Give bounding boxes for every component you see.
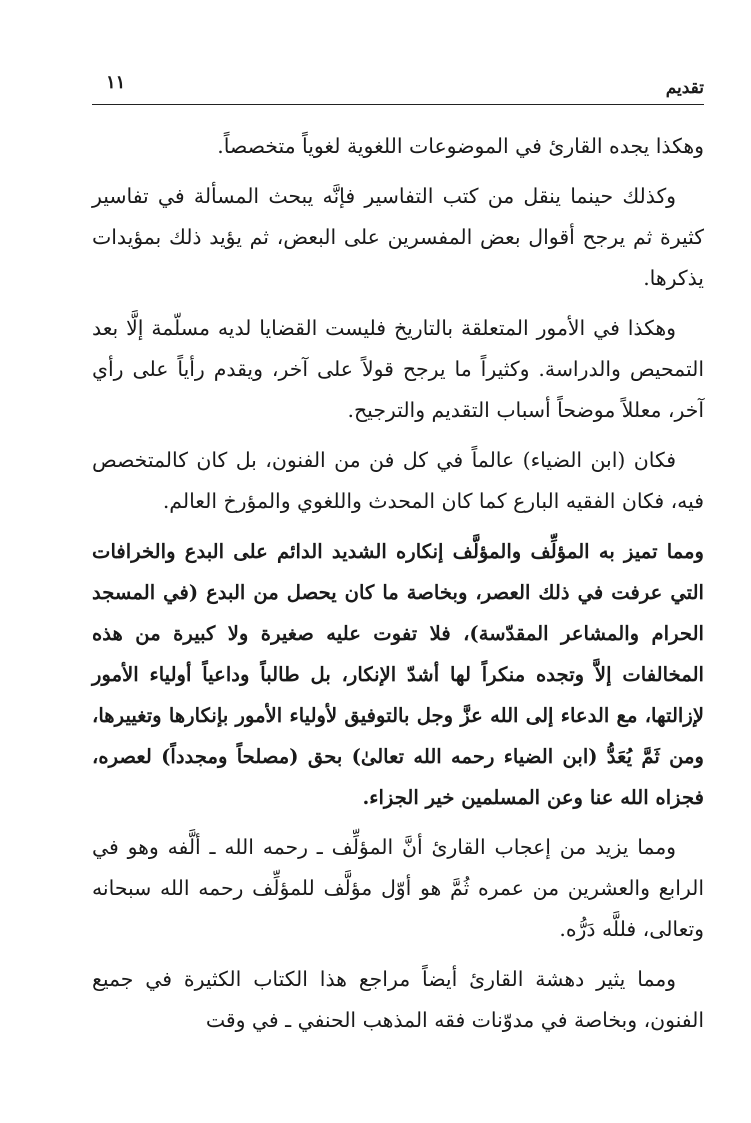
paragraph-3: وهكذا في الأمور المتعلقة بالتاريخ فليست القضايا لديه مسلّمة إلَّا بعد التمحيص والدراسة. وكثيراً ما يرجح قولاً على آخر، ويقدم رأياً على رأي آخر، معللاً موضحاً أسباب التقديم والترجيح. bbox=[92, 316, 704, 422]
page-number: ١١ bbox=[106, 72, 126, 93]
paragraph-6: ومما يزيد من إعجاب القارئ أنَّ المؤلِّف ـ رحمه الله ـ ألَّفه وهو في الرابع والعشرين من عمره ثُمَّ هو أوّل مؤلَّف للمؤلِّف رحمه الله سبحانه وتعالى، فللَّه دَرُّه. bbox=[92, 835, 704, 941]
body-text bbox=[92, 126, 704, 1041]
paragraph-1: وهكذا يجده القارئ في الموضوعات اللغوية لغوياً متخصصاً. bbox=[217, 134, 704, 158]
paragraph-7: ومما يثير دهشة القارئ أيضاً مراجع هذا الكتاب الكثيرة في جميع الفنون، وبخاصة في مدوّنات فقه المذهب الحنفي ـ في وقت bbox=[92, 967, 704, 1032]
running-title: تقديم bbox=[665, 78, 704, 98]
running-header bbox=[92, 70, 704, 105]
paragraph-4: فكان (ابن الضياء) عالماً في كل فن من الفنون، بل كان كالمتخصص فيه، فكان الفقيه البارع كما كان المحدث واللغوي والمؤرخ العالم. bbox=[92, 448, 704, 513]
paragraph-5-bold: ومما تميز به المؤلِّف والمؤلَّف إنكاره الشديد الدائم على البدع والخرافات التي عرفت في ذلك العصر، وبخاصة ما كان يحصل من البدع (في المسجد الحرام والمشاعر المقدّسة)، فلا تفوت عليه صغيرة ولا كبيرة من هذه المخالفات إلاَّ وتجده منكراً لها أشدّ الإنكار، بل طالباً وداعياً أولياء الأمور لإزالتها، مع الدعاء إلى الله عزَّ وجل بالتوفيق لأولياء الأمور بإنكارها وتغييرها، ومن ثَمَّ يُعَدُّ (ابن الضياء رحمه الله تعالىٰ) بحق (مصلحاً ومجدداً) لعصره، فجزاه الله عنا وعن المسلمين خير الجزاء. bbox=[92, 540, 704, 809]
book-page bbox=[92, 0, 704, 1123]
paragraph-2: وكذلك حينما ينقل من كتب التفاسير فإنَّه يبحث المسألة في تفاسير كثيرة ثم يرجح أقوال بعض المفسرين على البعض، ثم يؤيد ذلك بمؤيدات يذكرها. bbox=[92, 184, 704, 290]
